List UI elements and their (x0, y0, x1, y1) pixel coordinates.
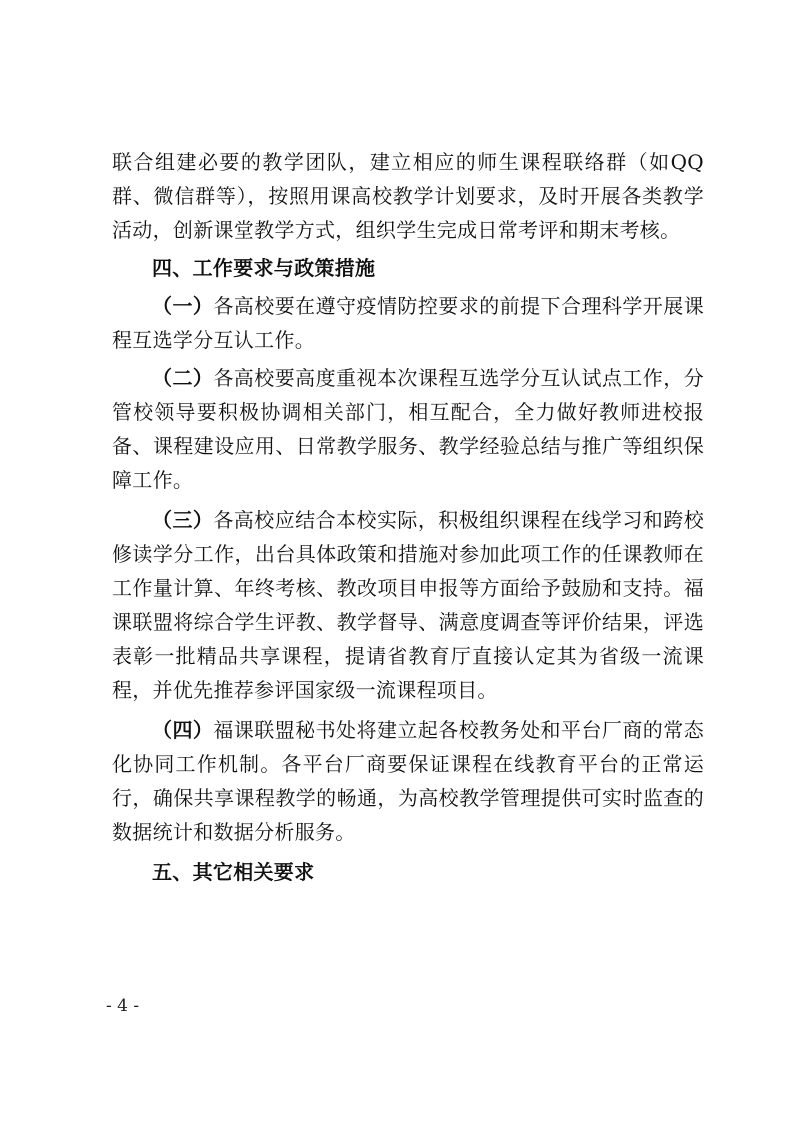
document-body (112, 145, 704, 889)
item-text: 各高校要在遵守疫情防控要求的前提下合理科学开展课程互选学分互认工作。 (112, 294, 705, 352)
item-number: （二） (152, 366, 214, 390)
section-heading-4: 四、工作要求与政策措施 (152, 256, 376, 280)
continuation-text: 联合组建必要的教学团队，建立相应的师生课程联络群（如QQ群、微信群等），按照用课高校教学计划要求，及时开展各类教学活动，创新课堂教学方式，组织学生完成日常考评和期末考核。 (112, 150, 704, 242)
item-number: （四） (152, 718, 214, 742)
item-number: （一） (152, 294, 214, 318)
item-text: 各高校应结合本校实际，积极组织课程在线学习和跨校修读学分工作，出台具体政策和措施对参加此项工作的任课教师在工作量计算、年终考核、教改项目申报等方面给予鼓励和支持。福课联盟将综合学生评教、教学督导、满意度调查等评价结果，评选表彰一批精品共享课程，提请省教育厅直接认定其为省级一流课程，并优先推荐参评国家级一流课程项目。 (112, 508, 705, 702)
policy-item-2 (112, 361, 704, 497)
policy-item-3 (112, 503, 704, 707)
policy-item-1 (112, 289, 704, 357)
item-text: 各高校要高度重视本次课程互选学分互认试点工作，分管校领导要积极协调相关部门，相互配合，全力做好教师进校报备、课程建设应用、日常教学服务、教学经验总结与推广等组织保障工作。 (112, 366, 705, 492)
continuation-paragraph (112, 145, 704, 247)
section-heading-5: 五、其它相关要求 (152, 860, 315, 884)
item-text: 福课联盟秘书处将建立起各校教务处和平台厂商的常态化协同工作机制。各平台厂商要保证课程在线教育平台的正常运行，确保共享课程教学的畅通，为高校教学管理提供可实时监查的数据统计和数据分析服务。 (112, 718, 705, 844)
policy-item-4 (112, 713, 704, 849)
item-number: （三） (152, 508, 214, 532)
page-number: - 4 - (106, 996, 140, 1016)
